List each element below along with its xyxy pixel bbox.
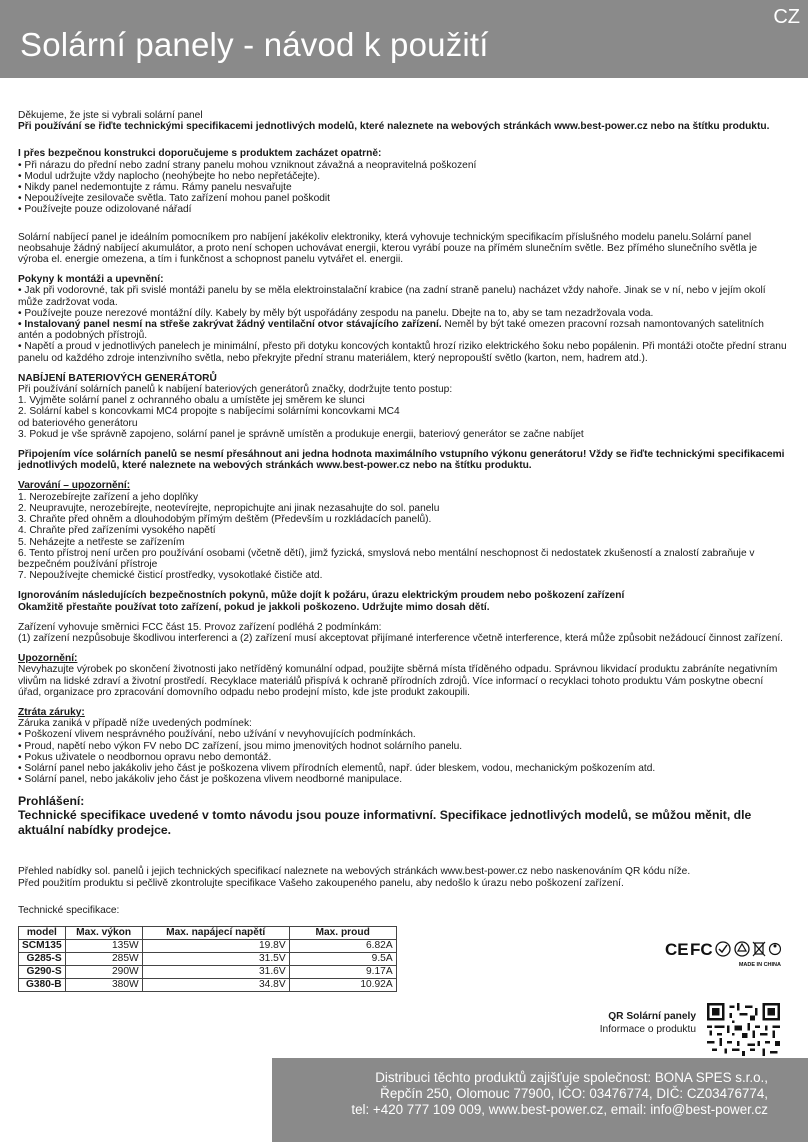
warranty-section — [18, 707, 788, 785]
certification-marks — [665, 938, 781, 968]
table-cell: 6.82A — [289, 939, 396, 952]
overview-line: Přehled nabídky sol. panelů i jejich technických specifikací naleznete na webových stránkách www.best-power.cz nebo naskenováním QR kódu níže. — [18, 866, 691, 878]
overview-line: Před použitím produktu si pečlivě zkontrolujte specifikace Vašeho zakoupeného panelu, aby nedošlo k úrazu nebo poškození zařízení. — [18, 877, 624, 889]
made-in-china-label: MADE IN CHINA — [738, 962, 781, 968]
certification-icons — [665, 938, 781, 968]
table-cell: SCM135 — [19, 939, 66, 952]
fcc-mark: FC — [690, 940, 713, 959]
table-cell: 10.92A — [289, 978, 396, 991]
table-cell: 19.8V — [142, 939, 289, 952]
fcc-section — [18, 622, 788, 644]
intro-specs-note: Při používání se řiďte technickými specifikacemi jednotlivých modelů, které naleznete na webových stránkách www.best-power.cz nebo na štítku produktu. — [18, 121, 770, 133]
language-code: CZ — [773, 6, 800, 28]
caution-item: 3. Chraňte před ohněm a dlouhodobým přímým deštěm (Především u rozkládacích panelů). — [18, 514, 432, 526]
fire-warning — [18, 590, 788, 612]
disclaimer-heading: Prohlášení: — [18, 794, 85, 809]
footer-line: Distribuci těchto produktů zajišťuje společnost: BONA SPES s.r.o., — [375, 1070, 768, 1085]
table-cell: 290W — [65, 965, 142, 978]
about-paragraph: Solární nabíjecí panel je ideálním pomocníkem pro nabíjení jakékoliv elektroniky, která vyhovuje technickým specifikacím příslušného modelu panelu.Solární panel neobsahuje žádný nabíjecí akumulátor, a proto není schopen uchovávat energii, kterou vyrábí pouze na přímém slunečním světle. Bez přímého slunečního světla je výroba el. energie omezena, a tím i funkčnost a schopnost panelu vytvářet el. energii. — [18, 231, 758, 266]
table-row — [19, 939, 397, 952]
charging-section — [18, 373, 788, 440]
rohs-check-icon — [716, 942, 730, 956]
footer-line: Řepčín 250, Olomouc 77900, IČO: 03476774, DIČ: CZ03476774, — [380, 1086, 768, 1101]
recycle-icon — [735, 942, 749, 956]
table-row — [19, 952, 397, 965]
overview-section — [18, 866, 788, 888]
mounting-item: • Jak při vodorovné, tak při svislé montáži panelu by se měla elektroinstalační krabice (na zadní straně panelu) nacházet vždy nahoře. Jinak se v ní, nebo v jejím okolí může zadržovat voda. — [18, 285, 766, 308]
care-item: • Používejte pouze odizolované nářadí — [18, 204, 192, 216]
charging-heading: NABÍJENÍ BATERIOVÝCH GENERÁTORŮ — [18, 372, 217, 384]
specs-table — [18, 926, 397, 992]
fire-warning-line: Okamžitě přestaňte používat toto zařízení, pokud je jakkoli poškozeno. Udržujte mimo dosah dětí. — [18, 601, 490, 613]
warranty-item: • Poškození vlivem nesprávného používání, nebo užívání v nevyhovujících podmínkách. — [18, 729, 416, 741]
warranty-intro: Záruka zaniká v případě níže uvedených podmínek: — [18, 718, 252, 730]
table-header-row — [19, 926, 397, 939]
care-item: • Nikdy panel nedemontujte z rámu. Rámy panelu nesvařujte — [18, 182, 292, 194]
mounting-section — [18, 274, 788, 364]
care-item: • Modul udržujte vždy naplocho (neohýbejte ho nebo nepřetáčejte). — [18, 170, 321, 182]
table-cell: 34.8V — [142, 978, 289, 991]
weee-bin-icon — [753, 942, 765, 956]
triman-icon — [770, 944, 781, 955]
table-cell: G290-S — [19, 965, 66, 978]
mounting-heading: Pokyny k montáži a upevnění: — [18, 274, 164, 286]
table-cell: 9.17A — [289, 965, 396, 978]
table-cell: 285W — [65, 952, 142, 965]
table-row — [19, 965, 397, 978]
table-cell: G380-B — [19, 978, 66, 991]
intro-section — [18, 110, 788, 132]
mounting-item: • Používejte pouze nerezové montážní díly. Kabely by měly být uspořádány zespodu na panelu. Dbejte na to, aby se tam nezadržovala voda. — [18, 307, 654, 319]
table-cell: G285-S — [19, 952, 66, 965]
column-header: Max. proud — [289, 926, 396, 939]
table-cell: 31.5V — [142, 952, 289, 965]
caution-item: 1. Nerozebírejte zařízení a jeho doplňky — [18, 491, 199, 503]
disposal-text: Nevyhazujte výrobek po skončení životnosti jako netříděný komunální odpad, použijte sběrná místa tříděného odpadu. Správnou likvidací produktu zabráníte negativním vlivům na lidské zdraví a životní prostředí. Recyklace materiálů přispívá k ochraně přírodních zdrojů. Více informací o recyklaci tohoto produktu Vám poskytne obecní úřad, organizace pro zpracování domovního odpadu nebo prodejní místo, kde jste produkt zakoupili. — [18, 664, 778, 698]
warranty-item: • Solární panel nebo jakákoliv jeho část je poškozena vlivem přírodních elementů, např. úder bleskem, vodou, mechanickým poškozením atd. — [18, 762, 656, 774]
specs-label: Technické specifikace: — [18, 904, 120, 916]
fcc-line: Zařízení vyhovuje směrnici FCC část 15. Provoz zařízení podléhá 2 podmínkám: — [18, 621, 382, 633]
column-header: Max. napájecí napětí — [142, 926, 289, 939]
intro-thanks: Děkujeme, že jste si vybrali solární panel — [18, 110, 203, 121]
disposal-heading: Upozornění: — [18, 653, 78, 665]
fire-warning-line: Ignorováním následujících bezpečnostních pokynů, může dojít k požáru, úrazu elektrickým proudem nebo poškození zařízení — [18, 590, 625, 602]
qr-label — [560, 1010, 696, 1036]
charging-intro: Při používání solárních panelů k nabíjení bateriových generátorů značky, dodržujte tento postup: — [18, 384, 453, 396]
mounting-item-bold: • Instalovaný panel nesmí na střeše zakrývat žádný ventilační otvor stávajícího zařízení. — [18, 319, 442, 331]
charging-step: 1. Vyjměte solární panel z ochranného obalu a umístěte jej směrem ke slunci — [18, 395, 365, 407]
care-section — [18, 148, 788, 215]
care-heading: I přes bezpečnou konstrukci doporučujeme s produktem zacházet opatrně: — [18, 148, 382, 160]
warranty-item: • Pokus uživatele o neodbornou opravu nebo demontáž. — [18, 751, 272, 763]
mounting-item-rest: Neměl by být také omezen pracovní rozsah namontovaných satelitních antén a podobných přístrojů. — [18, 319, 764, 342]
column-header: model — [19, 926, 66, 939]
footer-bar — [272, 1058, 808, 1142]
charging-step: od bateriového generátoru — [18, 417, 138, 429]
page-title: Solární panely - návod k použití — [20, 26, 489, 63]
caution-item: 4. Chraňte před zařízeními vysokého napětí — [18, 525, 216, 537]
table-cell: 9.5A — [289, 952, 396, 965]
mounting-item — [18, 319, 788, 341]
caution-item: 7. Nepoužívejte chemické čisticí prostředky, vysokotlaké čističe atd. — [18, 570, 323, 582]
header-bar — [0, 0, 808, 78]
care-item: • Při nárazu do přední nebo zadní strany panelu mohou vzniknout závažná a neopravitelná poškození — [18, 159, 477, 171]
table-cell: 31.6V — [142, 965, 289, 978]
ce-mark: CE — [665, 940, 689, 959]
warranty-item: • Proud, napětí nebo výkon FV nebo DC zařízení, jsou mimo jmenovitých hodnot solárního panelu. — [18, 740, 463, 752]
warranty-item: • Solární panel, nebo jakákoliv jeho část je poškozena vlivem neodborné manipulace. — [18, 774, 403, 786]
cautions-section — [18, 480, 788, 581]
table-cell: 135W — [65, 939, 142, 952]
disposal-section — [18, 653, 788, 698]
care-item: • Nepoužívejte zesilovače světla. Tato zařízení mohou panel poškodit — [18, 193, 331, 205]
fcc-line: (1) zařízení nezpůsobuje škodlivou interferenci a (2) zařízení musí akceptovat přijímané interference včetně interference, která může způsobit nežádoucí činnost zařízení. — [18, 632, 784, 644]
footer-line: tel: +420 777 109 009, www.best-power.cz, email: info@best-power.cz — [351, 1102, 768, 1117]
qr-title: QR Solární panely — [608, 1011, 696, 1022]
charging-step: 2. Solární kabel s koncovkami MC4 propojte s nabíjecími solárními koncovkami MC4 — [18, 406, 400, 418]
charging-step: 3. Pokud je vše správně zapojeno, solární panel je správně umístěn a produkuje energii, bateriový generátor se začne nabíjet — [18, 428, 584, 440]
table-row — [19, 978, 397, 991]
warranty-heading: Ztráta záruky: — [18, 706, 85, 718]
manual-body — [18, 110, 788, 992]
mounting-item: • Napětí a proud v jednotlivých panelech je minimální, přesto při dotyku koncových kontaktů hrozí riziko elektrického šoku nebo popálenin. Při montáži otočte přední stranu panelu od každého zdroje intenzivního světla, nebo překryjte přední stranu materiálem, který nepropouští světlo (karton, nem, hadrem atd.). — [18, 341, 787, 364]
disclaimer-text: Technické specifikace uvedené v tomto návodu jsou pouze informativní. Specifikace jednotlivých modelů, se můžou měnit, dle aktuální nabídky prodejce. — [18, 808, 752, 838]
caution-item: 5. Neházejte a netřeste se zařízením — [18, 536, 185, 548]
generator-warning: Připojením více solárních panelů se nesmí přesáhnout ani jedna hodnota maximálního vstupního výkonu generátoru! Vždy se řiďte technickými specifikacemi jednotlivých modelů, které naleznete na webových stránkách www.best-power.cz nebo na štítku produktu. — [18, 449, 785, 472]
caution-item: 6. Tento přístroj není určen pro používání osobami (včetně dětí), jimž fyzická, smyslová nebo mentální neschopnost či nedostatek zkušeností a znalostí zabraňuje v bezpečném používání přístroje — [18, 547, 755, 570]
cautions-heading: Varování – upozornění: — [18, 480, 131, 492]
table-cell: 380W — [65, 978, 142, 991]
qr-subtitle: Informace o produktu — [599, 1024, 696, 1035]
caution-item: 2. Neupravujte, nerozebírejte, neotevírejte, nepropichujte ani jinak nezasahujte do sol. panelu — [18, 502, 440, 514]
column-header: Max. výkon — [65, 926, 142, 939]
